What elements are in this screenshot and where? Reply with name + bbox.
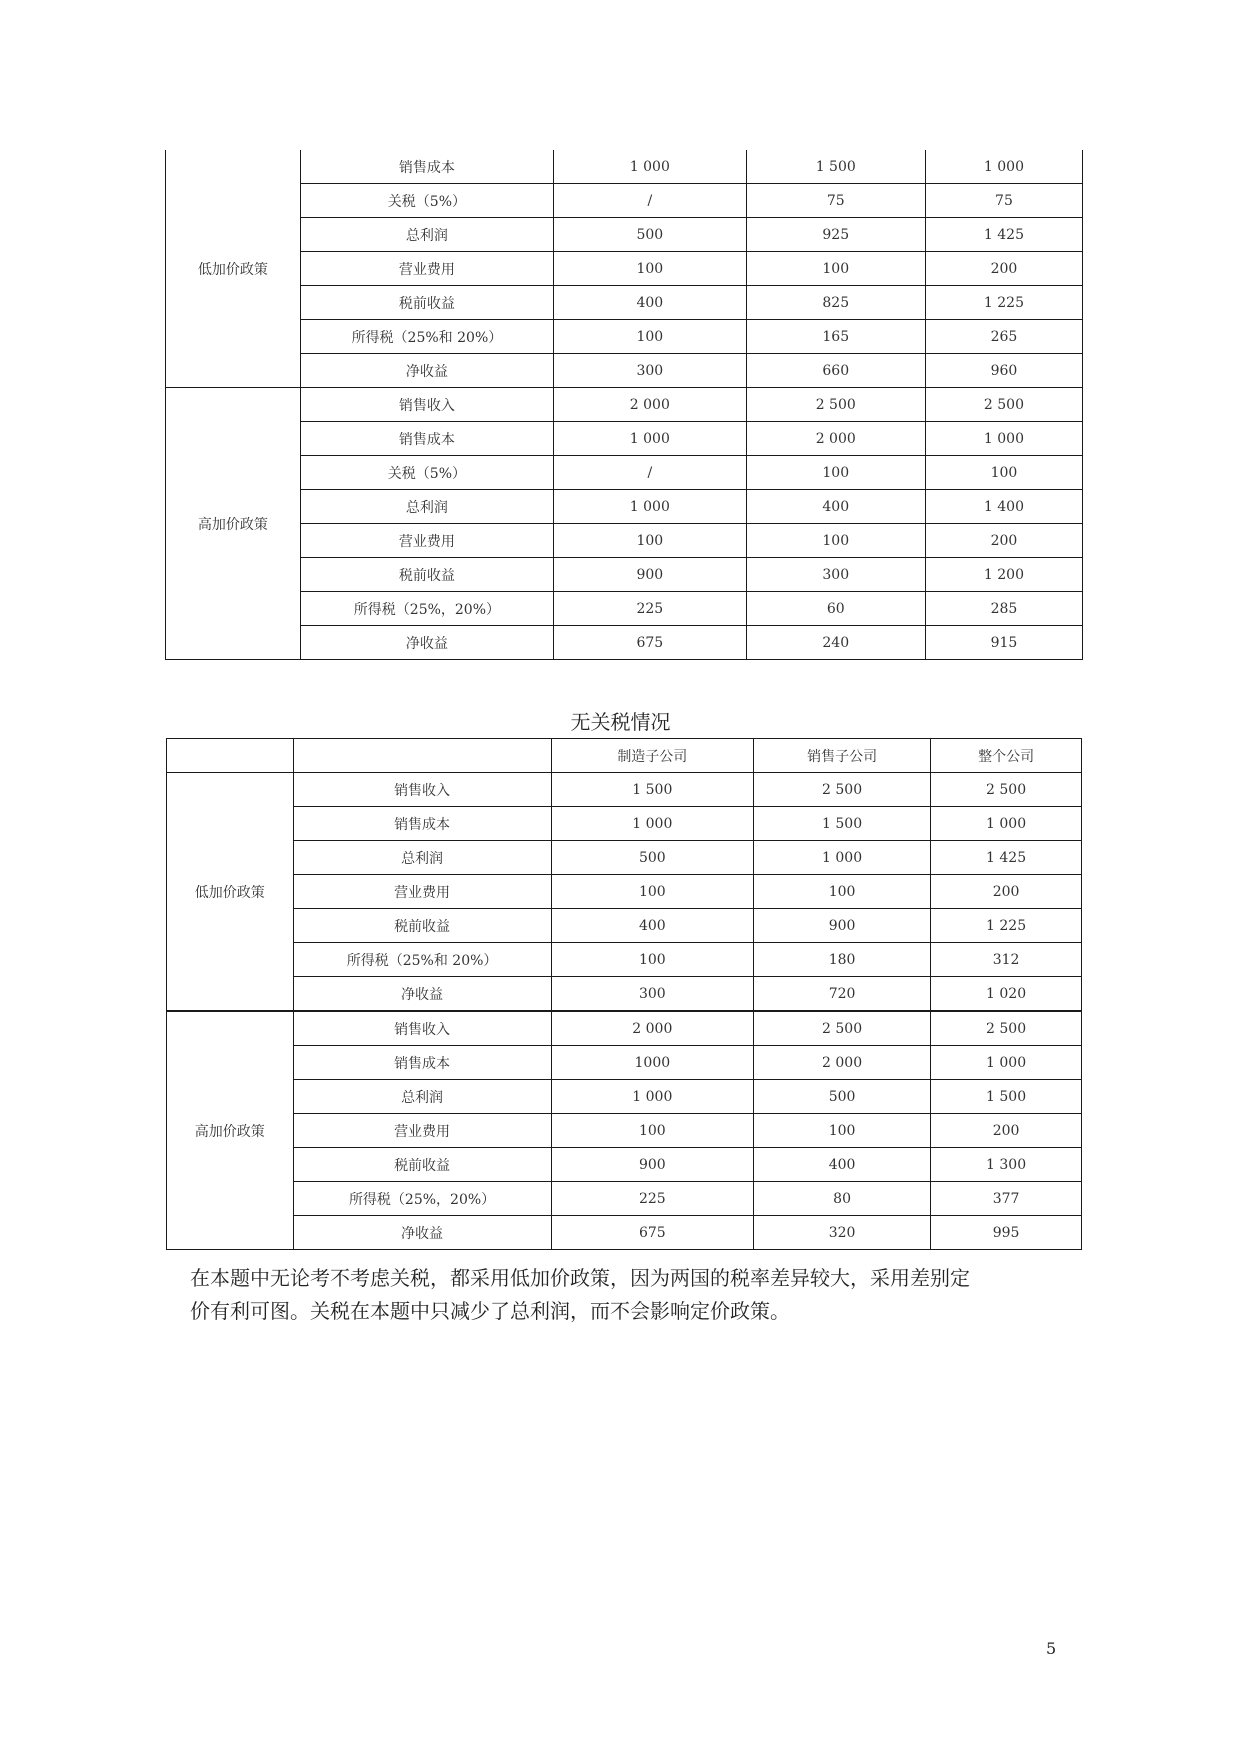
sales-value: 400 [746,490,925,524]
company-total-value: 100 [925,456,1082,490]
header-whole-company: 整个公司 [931,739,1082,773]
manufacturing-value: 400 [554,286,747,320]
row-item-label: 总利润 [300,490,553,524]
company-total-value: 2 500 [931,773,1082,807]
company-total-value: 1 500 [931,1080,1082,1114]
company-total-value: 960 [925,354,1082,388]
policy-group-label: 低加价政策 [167,773,294,1012]
company-total-value: 1 400 [925,490,1082,524]
row-item-label: 销售成本 [300,422,553,456]
table-row [166,286,1083,320]
table-row [167,841,1082,875]
row-item-label: 销售成本 [293,1046,551,1080]
sales-value: 400 [754,1148,931,1182]
company-total-value: 2 500 [925,388,1082,422]
row-item-label: 销售成本 [293,807,551,841]
manufacturing-value: 1 500 [551,773,753,807]
sales-value: 240 [746,626,925,660]
sales-value: 2 000 [746,422,925,456]
table-row [166,184,1083,218]
table-row [166,456,1083,490]
table-header-row [167,739,1082,773]
row-item-label: 营业费用 [300,524,553,558]
row-item-label: 销售收入 [300,388,553,422]
page-number: 5 [1046,1639,1057,1658]
table-row [167,1080,1082,1114]
policy-group-label: 高加价政策 [166,388,301,660]
company-total-value: 995 [931,1216,1082,1250]
sales-value: 100 [746,252,925,286]
table-row [167,943,1082,977]
sales-value: 100 [754,1114,931,1148]
header-cell-blank [167,739,294,773]
sales-value: 1 000 [754,841,931,875]
manufacturing-value: 100 [554,252,747,286]
table-row [167,875,1082,909]
conclusion-paragraph [190,1262,1090,1328]
row-item-label: 所得税（25%，20%） [300,592,553,626]
company-total-value: 200 [925,252,1082,286]
no-tariff-table [166,738,1082,1250]
manufacturing-value: 300 [554,354,747,388]
manufacturing-value: 1 000 [554,490,747,524]
company-total-value: 1 000 [931,807,1082,841]
table-row [166,320,1083,354]
sales-value: 100 [746,456,925,490]
manufacturing-value: / [554,456,747,490]
row-item-label: 销售收入 [293,1011,551,1046]
table-row [167,773,1082,807]
table-row [167,1148,1082,1182]
table-caption: 无关税情况 [570,710,671,734]
company-total-value: 1 425 [931,841,1082,875]
table-row [167,1011,1082,1046]
header-sales-subsidiary: 销售子公司 [754,739,931,773]
table-row [166,490,1083,524]
table-row [167,1216,1082,1250]
company-total-value: 1 000 [925,422,1082,456]
manufacturing-value: 2 000 [554,388,747,422]
company-total-value: 75 [925,184,1082,218]
table-row [166,558,1083,592]
company-total-value: 265 [925,320,1082,354]
row-item-label: 净收益 [293,1216,551,1250]
manufacturing-value: 500 [551,841,753,875]
company-total-value: 285 [925,592,1082,626]
manufacturing-value: 100 [551,943,753,977]
table-row [167,807,1082,841]
sales-value: 2 000 [754,1046,931,1080]
sales-value: 60 [746,592,925,626]
manufacturing-value: 100 [551,1114,753,1148]
row-item-label: 营业费用 [300,252,553,286]
row-item-label: 税前收益 [300,286,553,320]
company-total-value: 1 300 [931,1148,1082,1182]
company-total-value: 312 [931,943,1082,977]
sales-value: 660 [746,354,925,388]
manufacturing-value: 1 000 [554,150,747,184]
sales-value: 1 500 [754,807,931,841]
company-total-value: 915 [925,626,1082,660]
sales-value: 100 [754,875,931,909]
sales-value: 2 500 [754,1011,931,1046]
tariff-table-body [166,150,1083,660]
tariff-comparison-table [165,150,1083,660]
manufacturing-value: 675 [551,1216,753,1250]
table-row [166,388,1083,422]
company-total-value: 1 200 [925,558,1082,592]
company-total-value: 1 225 [925,286,1082,320]
row-item-label: 总利润 [300,218,553,252]
table-row [167,977,1082,1012]
manufacturing-value: 900 [551,1148,753,1182]
sales-value: 925 [746,218,925,252]
manufacturing-value: 675 [554,626,747,660]
company-total-value: 1 000 [931,1046,1082,1080]
manufacturing-value: 225 [554,592,747,626]
sales-value: 80 [754,1182,931,1216]
row-item-label: 税前收益 [293,909,551,943]
company-total-value: 200 [931,875,1082,909]
row-item-label: 总利润 [293,841,551,875]
sales-value: 2 500 [746,388,925,422]
company-total-value: 2 500 [931,1011,1082,1046]
row-item-label: 关税（5%） [300,184,553,218]
manufacturing-value: 100 [554,320,747,354]
company-total-value: 377 [931,1182,1082,1216]
table-row [167,1182,1082,1216]
manufacturing-value: 1000 [551,1046,753,1080]
table-row [167,1046,1082,1080]
row-item-label: 净收益 [300,626,553,660]
conclusion-line: 价有利可图。关税在本题中只减少了总利润，而不会影响定价政策。 [190,1299,790,1323]
table-row [167,909,1082,943]
sales-value: 720 [754,977,931,1012]
row-item-label: 销售成本 [300,150,553,184]
conclusion-line: 在本题中无论考不考虑关税，都采用低加价政策，因为两国的税率差异较大，采用差别定 [190,1266,970,1290]
manufacturing-value: 400 [551,909,753,943]
manufacturing-value: 500 [554,218,747,252]
manufacturing-value: 100 [551,875,753,909]
sales-value: 300 [746,558,925,592]
row-item-label: 所得税（25%，20%） [293,1182,551,1216]
row-item-label: 总利润 [293,1080,551,1114]
table-row [166,218,1083,252]
manufacturing-value: 2 000 [551,1011,753,1046]
policy-group-label: 高加价政策 [167,1011,294,1250]
table-row [166,592,1083,626]
company-total-value: 1 425 [925,218,1082,252]
table-row [166,252,1083,286]
sales-value: 75 [746,184,925,218]
row-item-label: 销售收入 [293,773,551,807]
sales-value: 320 [754,1216,931,1250]
row-item-label: 所得税（25%和 20%） [293,943,551,977]
sales-value: 825 [746,286,925,320]
row-item-label: 税前收益 [300,558,553,592]
table-row [166,150,1083,184]
table-row [166,354,1083,388]
company-total-value: 1 000 [925,150,1082,184]
sales-value: 100 [746,524,925,558]
row-item-label: 净收益 [300,354,553,388]
company-total-value: 200 [925,524,1082,558]
table-row [167,1114,1082,1148]
table-row [166,626,1083,660]
row-item-label: 净收益 [293,977,551,1012]
company-total-value: 200 [931,1114,1082,1148]
sales-value: 180 [754,943,931,977]
table-row [166,422,1083,456]
row-item-label: 营业费用 [293,875,551,909]
header-cell-blank [293,739,551,773]
policy-group-label: 低加价政策 [166,150,301,388]
sales-value: 500 [754,1080,931,1114]
table-row [166,524,1083,558]
sales-value: 2 500 [754,773,931,807]
sales-value: 1 500 [746,150,925,184]
sales-value: 165 [746,320,925,354]
row-item-label: 营业费用 [293,1114,551,1148]
sales-value: 900 [754,909,931,943]
manufacturing-value: 1 000 [554,422,747,456]
no-tariff-table-body [167,773,1082,1250]
manufacturing-value: 100 [554,524,747,558]
manufacturing-value: 1 000 [551,1080,753,1114]
manufacturing-value: 300 [551,977,753,1012]
manufacturing-value: 900 [554,558,747,592]
company-total-value: 1 225 [931,909,1082,943]
manufacturing-value: / [554,184,747,218]
row-item-label: 关税（5%） [300,456,553,490]
company-total-value: 1 020 [931,977,1082,1012]
row-item-label: 税前收益 [293,1148,551,1182]
manufacturing-value: 225 [551,1182,753,1216]
manufacturing-value: 1 000 [551,807,753,841]
row-item-label: 所得税（25%和 20%） [300,320,553,354]
header-manufacturing-subsidiary: 制造子公司 [551,739,753,773]
